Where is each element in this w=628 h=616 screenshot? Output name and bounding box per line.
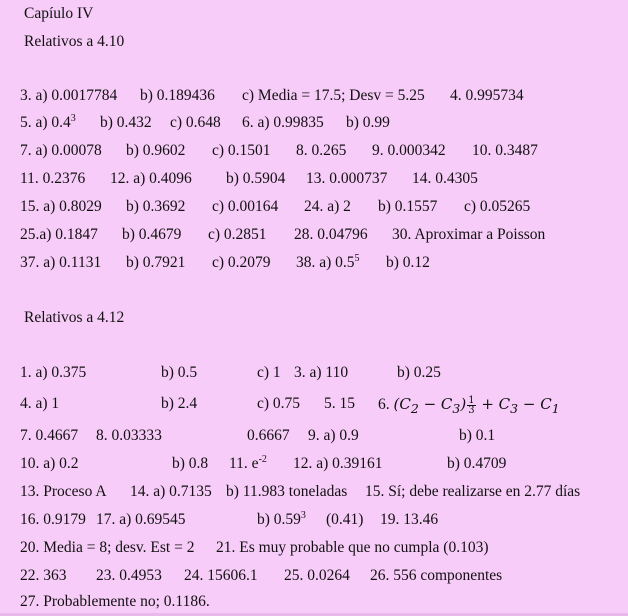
answer-line	[20, 169, 620, 189]
answer-item: b) 0.25	[397, 364, 441, 381]
answer-item: b) 0.7921	[126, 254, 186, 271]
answer-line	[20, 482, 620, 502]
answer-item: c) Media = 17.5; Desv = 5.25	[242, 87, 425, 104]
answer-line	[20, 225, 620, 245]
answer-item: c) 0.1501	[212, 142, 271, 159]
answer-line	[20, 426, 620, 446]
answer-item: b) 0.9602	[126, 142, 186, 159]
answer-item: 4. a) 1	[20, 395, 60, 412]
answer-item: b) 0.432	[100, 114, 152, 131]
answer-line	[20, 538, 620, 558]
answer-item: 13. 0.000737	[306, 170, 388, 187]
answer-line	[20, 592, 620, 612]
answer-line	[20, 510, 620, 530]
answer-item: 3. a) 110	[294, 364, 349, 381]
answer-line	[20, 363, 620, 383]
answer-item: b) 0.99	[346, 114, 390, 131]
answer-line	[20, 253, 620, 273]
answer-line	[20, 394, 620, 414]
formula-6: $(C_2 - C_3)$ $\frac{1}{3}$ + $C_3 - C_1$	[393, 394, 560, 416]
section-heading-4-10: Relativos a 4.10	[24, 33, 125, 50]
answer-line	[20, 141, 620, 161]
answer-item: 12. a) 0.39161	[293, 455, 383, 472]
answer-line	[20, 113, 620, 133]
answer-item: 7. a) 0.00078	[20, 142, 102, 159]
answer-item: c) 0.648	[170, 114, 221, 131]
answer-item: 3. a) 0.0017784	[20, 87, 118, 104]
answer-item: 9. a) 0.9	[308, 427, 359, 444]
answer-item: 25. 0.0264	[284, 567, 350, 584]
answer-item: b) 11.983 toneladas	[226, 483, 348, 500]
answer-item: 15. a) 0.8029	[20, 198, 102, 215]
answer-item: 5. 15	[324, 395, 355, 412]
answer-item: 10. 0.3487	[472, 142, 538, 159]
answer-item: c) 0.2079	[212, 254, 271, 271]
answer-item: c) 0.05265	[464, 198, 531, 215]
answer-item: b) 0.4709	[447, 455, 507, 472]
section-heading-4-12: Relativos a 4.12	[24, 309, 125, 326]
answer-item: 27. Probablemente no; 0.1186.	[20, 593, 210, 610]
answer-item: 8. 0.03333	[96, 427, 162, 444]
answer-item: 23. 0.4953	[96, 567, 162, 584]
answer-item: c) 0.75	[257, 395, 301, 412]
answer-item: 6. a) 0.99835	[242, 114, 324, 131]
answer-item: 4. 0.995734	[450, 87, 524, 104]
answer-item: 15. Sí; debe realizarse en 2.77 días	[365, 483, 581, 500]
answer-item: b) 0.12	[386, 254, 430, 271]
answer-item: 17. a) 0.69545	[96, 511, 186, 528]
answer-item: 19. 13.46	[380, 511, 439, 528]
answer-item: 11. $e^{-2}$	[229, 454, 267, 472]
answer-item: b) 0.1557	[378, 198, 438, 215]
answer-line	[20, 566, 620, 586]
fraction: $\frac{1}{3}$	[468, 394, 475, 416]
answer-item: 0.6667	[247, 427, 290, 444]
answer-item: c) 0.2851	[208, 226, 267, 243]
answer-item: 12. a) 0.4096	[110, 170, 192, 187]
answer-item: 20. Media = 8; desv. Est = 2	[20, 539, 195, 556]
answer-item: 6. $(C_2 - C_3)$ $\frac{1}{3}$ + $C_3 - C_1$	[378, 394, 560, 416]
answer-line	[20, 197, 620, 217]
answer-item: 5. a) $0.4^3$	[20, 113, 76, 131]
answer-item: 28. 0.04796	[294, 226, 368, 243]
answer-item: 9. 0.000342	[372, 142, 446, 159]
answer-item: b) 0.8	[172, 455, 209, 472]
answer-item: b) 0.5904	[226, 170, 286, 187]
answer-item: b) 2.4	[161, 395, 198, 412]
answer-item: 24. 15606.1	[184, 567, 258, 584]
answer-item: b) 0.189436	[140, 87, 215, 104]
answer-item: b) 0.1	[459, 427, 496, 444]
answer-item: 37. a) 0.1131	[20, 254, 102, 271]
answer-item: b) 0.5	[161, 364, 198, 381]
answer-item: 21. Es muy probable que no cumpla (0.103)	[216, 539, 489, 556]
answer-item: 1. a) 0.375	[20, 364, 87, 381]
answer-item: 22. 363	[20, 567, 67, 584]
answer-item: 16. 0.9179	[20, 511, 86, 528]
answer-item: c) 1	[257, 364, 281, 381]
answer-item: 30. Aproximar a Poisson	[392, 226, 546, 243]
answer-item: 8. 0.265	[296, 142, 347, 159]
answer-item: 14. a) 0.7135	[130, 483, 212, 500]
answer-item: c) 0.00164	[212, 198, 279, 215]
answer-item: 13. Proceso A	[20, 483, 107, 500]
answer-item: 24. a) 2	[304, 198, 351, 215]
answer-item: 38. a) $0.5^5$	[296, 253, 360, 271]
answer-item: 10. a) 0.2	[20, 455, 79, 472]
answer-item: (0.41)	[326, 511, 364, 528]
answer-item: 7. 0.4667	[20, 427, 79, 444]
answer-item: b) 0.4679	[122, 226, 182, 243]
answer-item: 25.a) 0.1847	[20, 226, 98, 243]
answer-item: b) 0.59$^3$	[257, 510, 306, 528]
answer-item: b) 0.3692	[126, 198, 186, 215]
answer-item: 11. 0.2376	[20, 170, 86, 187]
answer-line	[20, 454, 620, 474]
chapter-title: Capíulo IV	[24, 5, 94, 22]
answer-line	[20, 86, 620, 106]
answer-item: 14. 0.4305	[412, 170, 478, 187]
answer-item: 26. 556 componentes	[370, 567, 503, 584]
